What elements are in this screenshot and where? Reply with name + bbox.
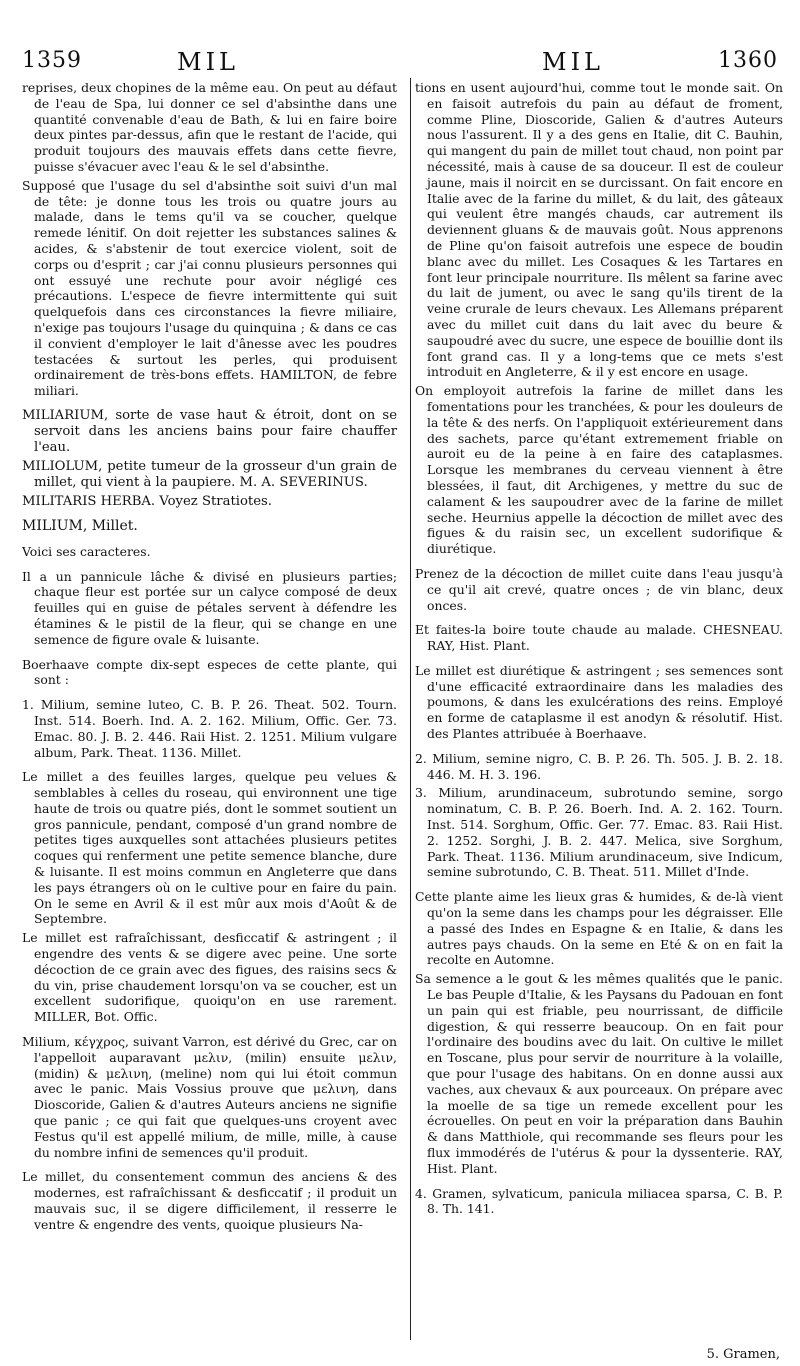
paragraph: Le millet, du consentement commun des anciens & des modernes, est rafraîchissant & desficcatif ; il produit un mauvais suc, il se digere difficilement, il resserre le ventre & engendre des vents, quoique plusieurs Na- (22, 1169, 397, 1232)
paragraph: On employoit autrefois la farine de millet dans les fomentations pour les tranchées, & pour les douleurs de la tête & des nerfs. On l'appliquoit extérieurement dans des sachets, parce qu'étant extremement friable on auroit eu de la peine à en faire des cataplasmes. Lorsque les membranes du cerveau viennent à être blessées, il faut, dit Archigenes, y mettre du suc de calament & les saupoudrer avec de la farine de millet seche. Heurnius appelle la décoction de millet avec des figues & du raisin sec, un excellent sudorifique & diurétique. (415, 383, 783, 557)
species-entry: 1. Milium, semine luteo, C. B. P. 26. Theat. 502. Tourn. Inst. 514. Boerh. Ind. A. 2. 162. Milium, Offic. Ger. 73. Emac. 80. J. B. 2. 446. Raii Hist. 2. 1251. Milium vulgare album, Park. Theat. 1136. Millet. (22, 697, 397, 760)
paragraph: Boerhaave compte dix-sept especes de cette plante, qui sont : (22, 656, 397, 688)
paragraph: Milium, κέγχρος, suivant Varron, est dérivé du Grec, car on l'appelloit auparavant μελιν, (milin) ensuite μελιν, (midin) & μελινη, (meline) nom qui lui étoit commun avec le panic. Mais Vossius prouve que μελινη, dans Dioscoride, Galien & d'autres Auteurs anciens ne signifie que panic ; ce qui fait que quelques-uns croyent avec Festus qu'il est appellé milium, de mille, mille, à cause du nombre infini de semences qu'il produit. (22, 1034, 397, 1160)
paragraph: Et faites-la boire toute chaude au malade. CHESNEAU. RAY, Hist. Plant. (415, 622, 783, 654)
paragraph: Voici ses caracteres. (22, 543, 151, 559)
species-entry: 2. Milium, semine nigro, C. B. P. 26. Th. 505. J. B. 2. 18. 446. M. H. 3. 196. (415, 750, 783, 782)
entry-miliarium: MILIARIUM, sorte de vase haut & étroit, dont on se servoit dans les anciens bains pour faire chauffer l'eau. (22, 407, 397, 455)
paragraph: Le millet a des feuilles larges, quelque peu velues & semblables à celles du roseau, qui environnent une tige haute de trois ou quatre piés, dont le sommet soutient un gros pannicule, pendant, composé d'un grand nombre de petites tiges auxquelles sont attachées plusieurs petites coques qui renferment une petite semence blanche, dure & luisante. Il est moins commun en Angleterre que dans les pays étrangers où on le cultive pour en faire du pain. On le seme en Avril & il est mûr aux mois d'Août & de Septembre. (22, 769, 397, 927)
running-header (22, 48, 778, 78)
right-running-title: MIL (542, 48, 604, 76)
species-entry: 4. Gramen, sylvaticum, panicula miliacea sparsa, C. B. P. 8. Th. 141. (415, 1185, 783, 1217)
recipe: Prenez de la décoction de millet cuite dans l'eau jusqu'à ce qu'il ait crevé, quatre onces ; de vin blanc, deux onces. (415, 565, 783, 613)
entry-milium: MILIUM, Millet. (22, 517, 138, 534)
left-page-number: 1359 (22, 48, 82, 73)
paragraph: tions en usent aujourd'hui, comme tout le monde sait. On en faisoit autrefois du pain au défaut de froment, comme Pline, Dioscoride, Galien & d'autres Auteurs nous l'assurent. Il y a des gens en Italie, dit C. Bauhin, qui mangent du pain de millet tout chaud, non point par nécessité, mais à cause de sa douceur. Il est de couleur jaune, mais il noircit en se durcissant. On fait encore en Italie avec de la farine du millet, & du lait, des gâteaux qui veulent être mangés chauds, car autrement ils deviennent gluans & de mauvais goût. Nous apprenons de Pline qu'on faisoit autrefois une espece de boudin blanc avec du millet. Les Cosaques & les Tartares en font leur principale nourriture. Ils mêlent sa farine avec du lait de jument, ou avec le sang qu'ils tirent de la veine crurale de leurs chevaux. Les Allemans préparent avec du millet cuit dans du lait avec du beure & saupoudré avec du sucre, une espece de bouillie dont ils font grand cas. Il y a long-tems que ce mets s'est introduit en Angleterre, & il y est encore en usage. (415, 80, 783, 380)
paragraph: Cette plante aime les lieux gras & humides, & de-là vient qu'on la seme dans les champs pour les dégraisser. Elle a passé des Indes en Espagne & en Italie, & dans les autres pays chauds. On la seme en Eté & on en fait la recolte en Automne. (415, 889, 783, 968)
paragraph: reprises, deux chopines de la même eau. On peut au défaut de l'eau de Spa, lui donner ce sel d'absinthe dans une quantité convenable d'eau de Bath, & lui en faire boire deux pintes par-dessus, afin que le restant de l'acide, qui produit toujours des mauvais effets dans cette fievre, puisse s'évacuer avec l'eau & le sel d'absinthe. (22, 80, 397, 174)
species-entry: 3. Milium, arundinaceum, subrotundo semine, sorgo nominatum, C. B. P. 26. Boerh. Ind. A. 2. 162. Tourn. Inst. 514. Sorghum, Offic. Ger. 77. Emac. 83. Raii Hist. 2. 1252. Sorghi, J. B. 2. 447. Melica, sive Sorghum, Park. Theat. 1136. Milium arundinaceum, sive Indicum, semine subrotundo, C. B. Theat. 511. Millet d'Inde. (415, 785, 783, 880)
left-column (22, 80, 397, 1236)
right-column (415, 80, 783, 1220)
entry-miliolum: MILIOLUM, petite tumeur de la grosseur d'un grain de millet, qui vient à la paupiere. M. A. SEVERINUS. (22, 458, 397, 490)
paragraph: Supposé que l'usage du sel d'absinthe soit suivi d'un mal de tête: je donne tous les trois ou quatre jours au malade, dans le tems qu'il va se coucher, quelque remede lénitif. On doit rejetter les substances salines & acides, & s'abstenir de tout exercice violent, soit de corps ou d'esprit ; car j'ai connu plusieurs personnes qui ont essuyé une rechute pour avoir négligé ces précautions. L'espece de fievre intermittente qui suit quelquefois dans ces circonstances la fievre miliaire, n'exige pas toujours l'usage du quinquina ; & dans ce cas il convient d'employer le lait d'ânesse avec les poudres testacées & surtout les perles, qui produisent ordinairement de très-bons effets. HAMILTON, de febre miliari. (22, 177, 397, 399)
paragraph: Le millet est diurétique & astringent ; ses semences sont d'une efficacité extraordinaire dans les maladies des poumons, & dans les exulcérations des reins. Employé en forme de cataplasme il est anodyn & résolutif. Hist. des Plantes attribuée à Boerhaave. (415, 662, 783, 742)
paragraph: Il a un pannicule lâche & divisé en plusieurs parties; chaque fleur est portée sur un calyce composé de deux feuilles qui en guise de pétales servent à défendre les étamines & le pistil de la fleur, qui se change en une semence de figure ovale & luisante. (22, 568, 397, 647)
entry-militaris-herba: MILITARIS HERBA. Voyez Stratiotes. (22, 493, 272, 509)
column-divider (410, 78, 411, 1340)
left-running-title: MIL (177, 48, 239, 76)
right-page-number: 1360 (718, 48, 778, 73)
paragraph: Sa semence a le gout & les mêmes qualités que le panic. Le bas Peuple d'Italie, & les Paysans du Padouan en font un pain qui est friable, peu nourrissant, de difficile digestion, & qui resserre beaucoup. On en fait pour l'ordinaire des boudins avec du lait. On cultive le millet en Toscane, plus pour servir de nourriture à la volaille, que pour l'usage des habitans. On en donne aussi aux vaches, aux chevaux & aux pourceaux. On prépare avec la moelle de sa tige un remede excellent pour les écrouelles. On peut en voir la préparation dans Bauhin & dans Matthiole, qui recommande ses fleurs pour les flux immodérés de l'utérus & pour la dyssenterie. RAY, Hist. Plant. (415, 971, 783, 1176)
paragraph: Le millet est rafraîchissant, desficcatif & astringent ; il engendre des vents & se digere avec peine. Une sorte décoction de ce grain avec des figues, des raisins secs & du vin, prise chaudement lorsqu'on va se coucher, est un excellent sudorifique, quoiqu'on en use rarement. MILLER, Bot. Offic. (22, 930, 397, 1025)
catchword: 5. Gramen, (706, 1347, 780, 1362)
